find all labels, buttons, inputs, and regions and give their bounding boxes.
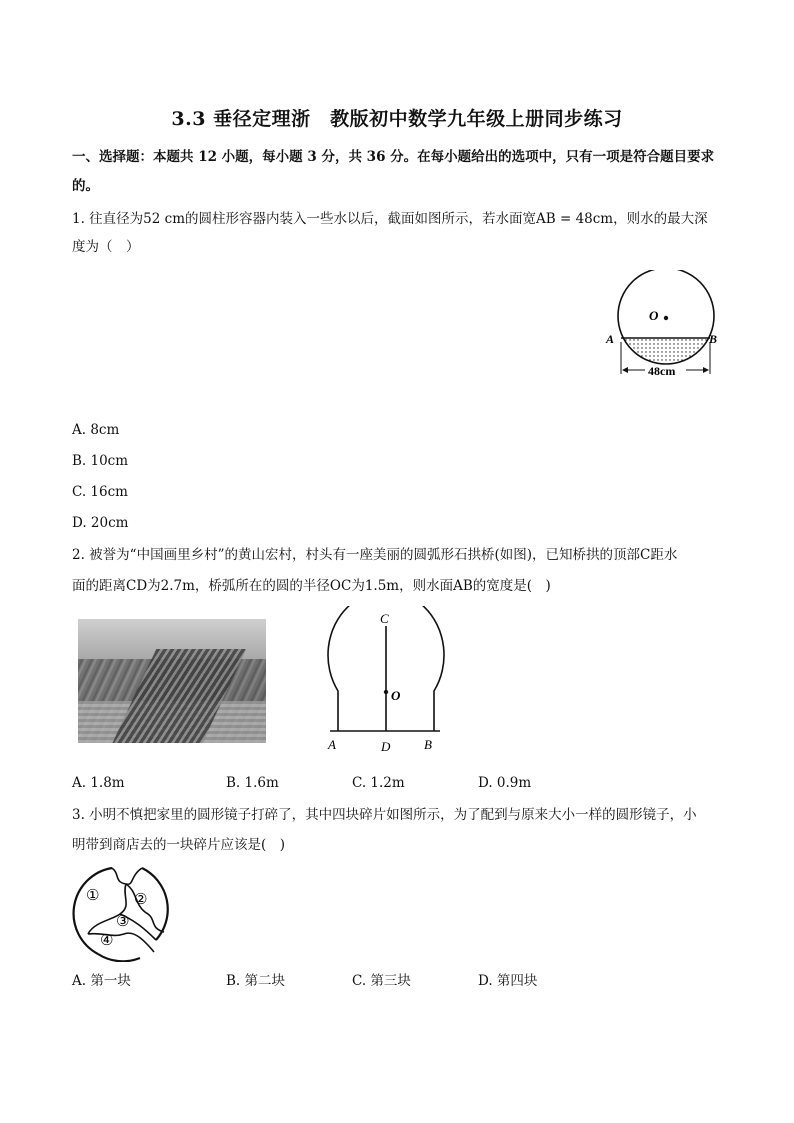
q2-option-a[interactable]: A. 1.8m — [72, 775, 125, 791]
label-b: B — [424, 737, 432, 752]
q3-stem: 3. 小明不慎把家里的圆形镜子打碎了，其中四块碎片如图所示，为了配到与原来大小一样的圆形镜子，小 — [72, 807, 697, 823]
q3-option-c[interactable]: C. 第三块 — [352, 973, 411, 989]
q2-stem: 2. 被誉为“中国画里乡村”的黄山宏村，村头有一座美丽的圆弧形石拱桥(如图)，已知桥拱的顶部C距水 — [72, 547, 678, 563]
page-title: 3.3 垂径定理浙 教版初中数学九年级上册同步练习 — [171, 108, 623, 130]
label-b: B — [709, 332, 718, 346]
section-instructions: 一、选择题：本题共 12 小题，每小题 3 分，共 36 分。在每小题给出的选项中，只有一项是符合题目要求 — [72, 149, 715, 165]
q3-option-d[interactable]: D. 第四块 — [478, 973, 538, 989]
q1-figure — [600, 270, 730, 380]
center-point-o — [664, 316, 668, 320]
q1-option-a[interactable]: A. 8cm — [72, 422, 120, 438]
q1-stem-cont: 度为（ ） — [72, 239, 140, 255]
mirror-arc-bottom — [98, 954, 140, 961]
q3-stem-cont: 明带到商店去的一块碎片应该是( ) — [72, 837, 286, 853]
center-point-o — [384, 690, 388, 694]
label-a: A — [606, 332, 615, 346]
q2-option-b[interactable]: B. 1.6m — [226, 775, 279, 791]
q1-option-d[interactable]: D. 20cm — [72, 515, 129, 531]
section-instructions-cont: 的。 — [72, 178, 99, 194]
q3-option-a[interactable]: A. 第一块 — [72, 973, 131, 989]
q2-option-d[interactable]: D. 0.9m — [478, 775, 532, 791]
piece-1-label: ① — [86, 886, 100, 904]
piece-2-label: ② — [134, 890, 148, 908]
label-c: C — [380, 611, 389, 626]
crack-bottom — [88, 933, 154, 952]
q3-option-b[interactable]: B. 第二块 — [226, 973, 286, 989]
q2-stem-cont: 面的距离CD为2.7m，桥弧所在的圆的半径OC为1.5m，则水面AB的宽度是( ) — [72, 578, 551, 594]
q1-option-c[interactable]: C. 16cm — [72, 484, 128, 500]
width-label: 48cm — [648, 364, 676, 378]
label-o: O — [391, 688, 401, 703]
q2-figure — [318, 606, 448, 756]
piece-3-label: ③ — [116, 912, 130, 930]
dim-arrow-right-icon — [703, 367, 709, 373]
label-d: D — [381, 739, 391, 754]
label-o: O — [649, 308, 659, 323]
crack-top — [112, 868, 142, 884]
label-a: A — [328, 737, 336, 752]
q3-figure — [68, 862, 178, 962]
piece-4-label: ④ — [100, 931, 114, 949]
dim-arrow-left-icon — [622, 367, 628, 373]
stone-bridge-photo — [78, 619, 266, 743]
q1-stem: 1. 往直径为52 cm的圆柱形容器内装入一些水以后，截面如图所示，若水面宽AB = 48cm，则水的最大深 — [72, 211, 708, 227]
q1-option-b[interactable]: B. 10cm — [72, 453, 129, 469]
q2-option-c[interactable]: C. 1.2m — [352, 775, 405, 791]
